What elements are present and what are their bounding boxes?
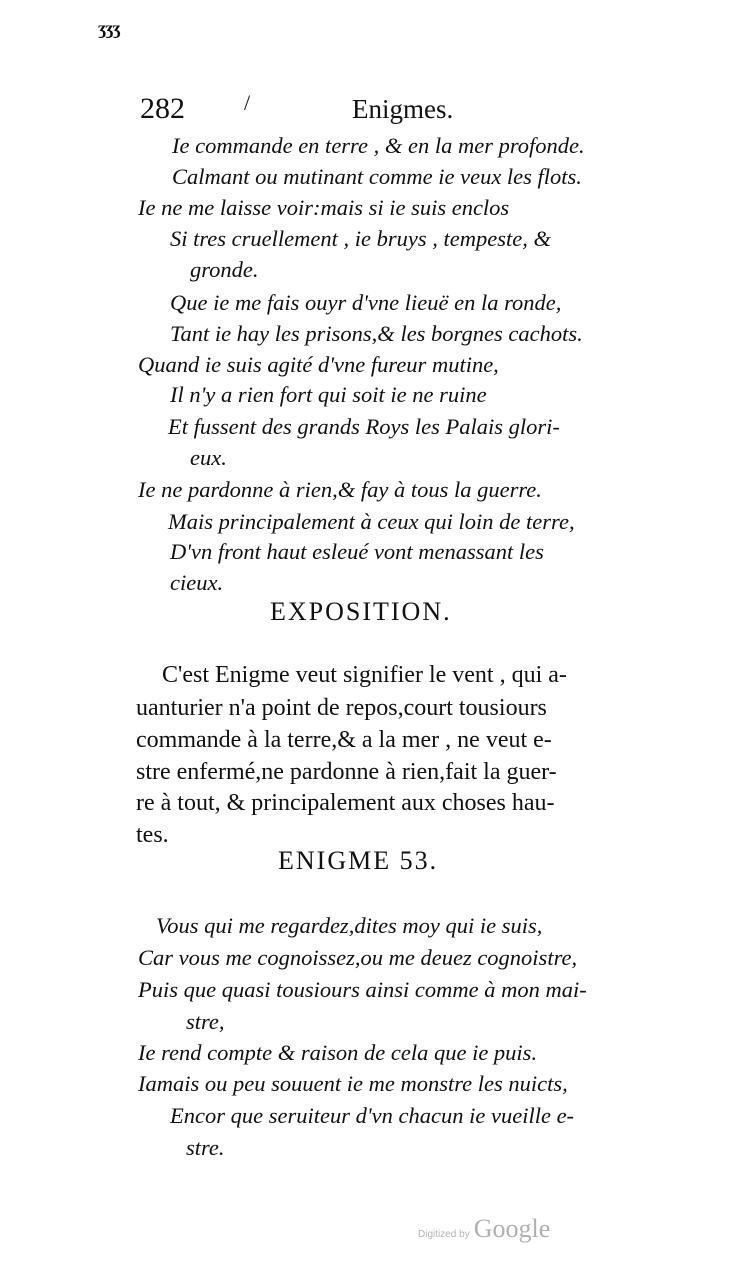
prose-line: stre enfermé,ne pardonne à rien,fait la guer-: [136, 759, 557, 785]
poem-line: eux.: [190, 445, 227, 470]
poem-line: Quand ie suis agité d'vne fureur mutine,: [138, 352, 499, 377]
poem-line: Ie commande en terre , & en la mer profonde.: [172, 133, 585, 158]
google-logo: Google: [473, 1214, 551, 1243]
poem-line: stre,: [186, 1009, 225, 1034]
digitized-watermark: [418, 1214, 550, 1244]
prose-line: tes.: [136, 822, 169, 848]
poem-line: cieux.: [170, 570, 224, 595]
poem-line: Iamais ou peu souuent ie me monstre les nuicts,: [138, 1071, 568, 1096]
poem-line: Puis que quasi tousiours ainsi comme à mon mai-: [138, 977, 587, 1002]
page-header: [140, 92, 500, 126]
poem-line: Car vous me cognoissez,ou me deuez cognoistre,: [138, 945, 578, 970]
poem-line: Encor que seruiteur d'vn chacun ie vueille e-: [170, 1103, 575, 1128]
poem-line: Si tres cruellement , ie bruys , tempeste, &: [170, 226, 551, 251]
prose-line: re à tout, & principalement aux choses hau-: [136, 790, 555, 816]
poem-line: Que ie me fais ouyr d'vne lieuë en la ronde,: [170, 290, 562, 315]
prose-line: commande à la terre,& a la mer , ne veut e-: [136, 727, 552, 753]
exposition-heading: EXPOSITION.: [270, 597, 452, 626]
poem-line: stre.: [186, 1135, 225, 1160]
prose-line: uanturier n'a point de repos,court tousiours: [136, 695, 547, 721]
top-ink-mark: ʒʒʒ: [98, 18, 120, 38]
poem-line: D'vn front haut esleué vont menassant les: [170, 539, 544, 564]
enigme-heading: ENIGME 53.: [278, 846, 439, 875]
poem-line: Ie ne me laisse voir:mais si ie suis enclos: [138, 195, 510, 220]
poem-line: Vous qui me regardez,dites moy qui ie suis,: [156, 913, 543, 938]
poem-line: Ie ne pardonne à rien,& fay à tous la guerre.: [138, 477, 542, 502]
poem-line: Mais principalement à ceux qui loin de terre,: [168, 509, 575, 534]
page-number: 282: [140, 92, 185, 125]
poem-line: Calmant ou mutinant comme ie veux les flots.: [172, 164, 582, 189]
poem-line: Il n'y a rien fort qui soit ie ne ruine: [170, 382, 487, 407]
digitized-by-label: Digitized by: [418, 1229, 470, 1240]
prose-line: C'est Enigme veut signifier le vent , qui a-: [162, 662, 567, 688]
poem-line: Tant ie hay les prisons,& les borgnes cachots.: [170, 321, 583, 346]
header-mark: /: [244, 90, 251, 115]
poem-line: Et fussent des grands Roys les Palais glori-: [168, 414, 560, 439]
running-head: Enigmes.: [352, 94, 454, 124]
poem-line: Ie rend compte & raison de cela que ie puis.: [138, 1040, 538, 1065]
poem-line: gronde.: [190, 257, 259, 282]
